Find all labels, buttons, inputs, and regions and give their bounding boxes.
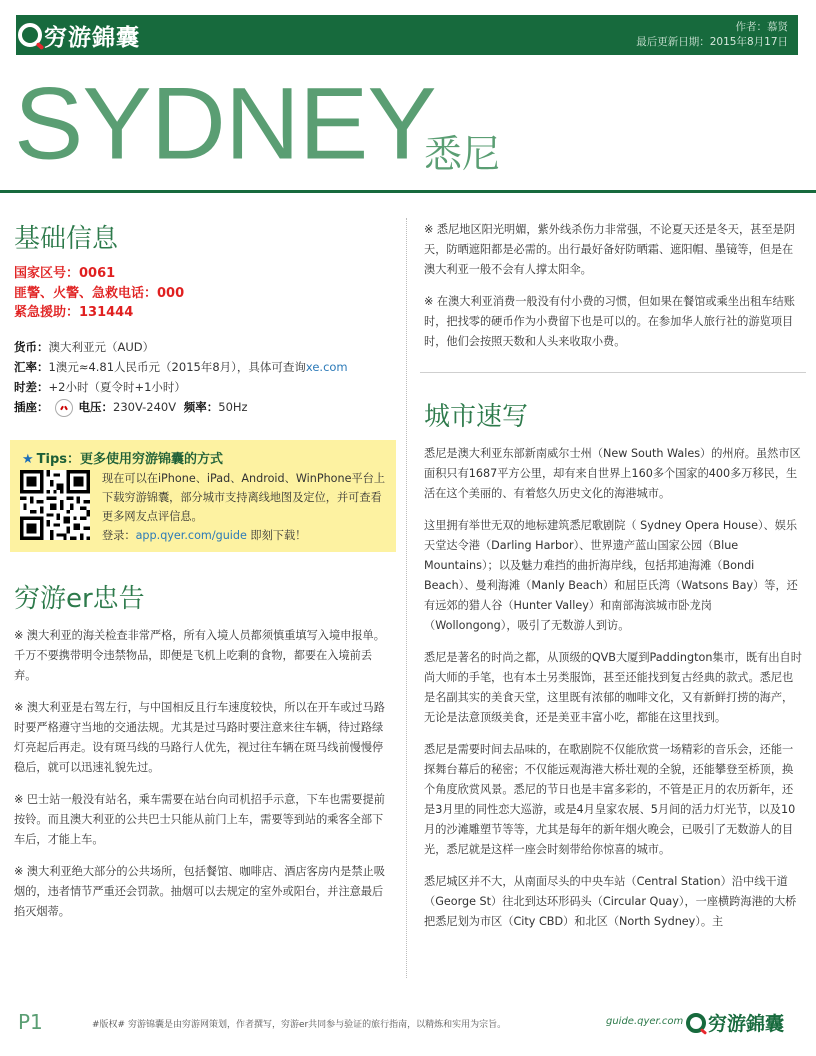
city-overview-column [424, 444, 802, 944]
emergency-number: 匪警、火警、急救电话：000 [14, 286, 185, 301]
page-number: P1 [18, 1010, 43, 1034]
tips-body: 现在可以在iPhone、iPad、Android、WinPhone平台上下载穷游锦囊，部分城市支持离线地图及定位，并可查看更多网友点评信息。 [102, 472, 386, 523]
copyright-note: #版权# 穷游锦囊是由穷游网策划，作者撰写，穷游er共同参与验证的旅行指南，以精炼和实用为宗旨。 [92, 1020, 507, 1030]
city-paragraph: 悉尼是需要时间去品味的，在歌剧院不仅能欣赏一场精彩的音乐会，还能一探舞台幕后的秘密；不仅能远观海港大桥壮观的全貌，还能攀登至桥顶，换个角度欣赏风景。悉尼的节日也是丰富多彩的，不管是正月的农历新年，还是3月里的同性恋大巡游，或是4月皇家农展、5月间的活力灯光节，以及10月的沙滩雕塑节等等，尤其是每年的新年烟火晚会，已吸引了无数游人的目光，悉尼就是这样一座会时刻带给你惊喜的城市。 [424, 743, 796, 856]
footer-url-link[interactable]: guide.qyer.com [606, 1016, 684, 1027]
basic-facts [14, 337, 399, 417]
author: 作者：慕贤 [735, 21, 788, 33]
city-paragraph: 悉尼是澳大利亚东部新南威尔士州（New South Wales）的州府。虽然市区面积只有1687平方公里，却有来自世界上160多个国家的400多万移民，生活在这个美丽的、有着悠久历史文化的海港城市。 [424, 447, 801, 500]
tips-box [10, 440, 396, 552]
exchange-rate-row: 汇率：1澳元≈4.81人民币元（2015年8月），具体可查询xe.com [14, 360, 348, 374]
tips-text [102, 469, 392, 545]
tips-login: 登录：app.qyer.com/guide 即刻下载！ [102, 529, 307, 542]
power-row: 插座： 电压：230V-240V 频率：50Hz [14, 397, 399, 417]
city-paragraph: 这里拥有举世无双的地标建筑悉尼歌剧院（ Sydney Opera House）、娱乐天堂达令港（Darling Harbor）、世界遗产蓝山国家公园（Blue Mountains）；以及魅力难挡的曲折海岸线，包括邦迪海滩（Bondi Beach）、曼利海滩（Manly Beach）和屈臣氏湾（Watsons Bay）等，还有远郊的猎人谷（Hunter Valley）和南部海滨城市卧龙岗（Wollongong），吸引了无数游人到访。 [424, 519, 798, 632]
advice-left-column [14, 626, 392, 934]
guide-meta [636, 20, 788, 50]
footer-logo-text: 穷游錦囊 [708, 1013, 785, 1035]
city-paragraph: 悉尼城区并不大，从南面尽头的中央车站（Central Station）沿中线干道（George St）往北到达环形码头（Circular Quay），一座横跨海港的大桥把悉尼划为市区（City CBD）和北区（North Sydney）。主 [424, 875, 797, 928]
advice-paragraph: ※ 巴士站一般没有站名，乘车需要在站台向司机招手示意，下车也需要提前按铃。而且澳大利亚的公共巴士只能从前门上车，需要等到站的乘客全部下车后，才能上车。 [14, 793, 385, 846]
advice-paragraph: ※ 澳大利亚是右驾左行，与中国相反且行车速度较快，所以在开车或过马路时要严格遵守当地的交通法规。尤其是过马路时要注意来往车辆，待过路绿灯亮起后再走。设有斑马线的马路行人优先，视过往车辆在斑马线前慢慢停稳后，就可以迅速礼貌先过。 [14, 701, 385, 774]
currency-row: 货币：澳大利亚元（AUD） [14, 340, 155, 354]
city-title: SYDNEY [14, 67, 436, 181]
advice-paragraph: ※ 澳大利亚绝大部分的公共场所，包括餐馆、咖啡店、酒店客房内是禁止吸烟的，违者情节严重还会罚款。抽烟可以去规定的室外或阳台，并注意最后掐灭烟蒂。 [14, 865, 385, 918]
brand-logo[interactable] [18, 20, 140, 50]
advice-heading: 穷游er忠告 [14, 584, 145, 614]
qr-code [20, 470, 90, 540]
basic-info-heading: 基础信息 [14, 224, 119, 254]
q-logo-icon [686, 1013, 706, 1033]
country-code: 国家区号：0061 [14, 266, 116, 281]
app-download-link[interactable]: app.qyer.com/guide [135, 529, 247, 542]
emergency-assistance: 紧急援助：131444 [14, 305, 134, 320]
advice-paragraph: ※ 澳大利亚的海关检查非常严格，所有入境人员都须慎重填写入境申报单。千万不要携带明令违禁物品，即便是飞机上吃剩的食物，都要在入境前丢弃。 [14, 629, 385, 682]
logo-text: 穷游錦囊 [44, 24, 140, 51]
power-plug-icon [55, 399, 73, 417]
city-overview-heading: 城市速写 [424, 402, 529, 432]
advice-paragraph: ※ 在澳大利亚消费一般没有付小费的习惯，但如果在餐馆或乘坐出租车结账时，把找零的硬币作为小费留下也是可以的。在参加华人旅行社的游览项目时，他们会按照天数和人头来收取小费。 [424, 295, 795, 348]
advice-paragraph: ※ 悉尼地区阳光明媚，紫外线杀伤力非常强，不论夏天还是冬天，甚至是阴天，防晒遮阳都是必需的。出行最好备好防晒霜、遮阳帽、墨镜等，但是在澳大利亚一般不会有人撑太阳伞。 [424, 223, 795, 276]
q-logo-icon [18, 23, 42, 47]
timezone-row: 时差：+2小时（夏令时+1小时） [14, 380, 186, 394]
tips-title: ★ Tips：更多使用穷游锦囊的方式 [22, 452, 224, 467]
xe-link[interactable]: xe.com [305, 360, 348, 374]
advice-right-column [424, 220, 802, 364]
last-updated: 最后更新日期：2015年8月17日 [636, 36, 788, 48]
column-divider [406, 218, 407, 978]
footer-logo [686, 1009, 784, 1036]
right-section-divider [420, 372, 806, 373]
title-divider [0, 190, 816, 193]
header-bar [16, 15, 798, 55]
city-paragraph: 悉尼是著名的时尚之都，从顶级的QVB大厦到Paddington集市，既有出自时尚大师的手笔，也有本土另类服饰，甚至还能找到复古经典的款式。悉尼也是名副其实的美食天堂，这里既有浓郁的咖啡文化，又有新鲜打捞的海产，无论是法意顶级美食，还是美亚丰富小吃，都能在这里找到。 [424, 651, 802, 724]
city-title-cn: 悉尼 [424, 132, 501, 176]
pin-icon: ★ [22, 452, 34, 467]
